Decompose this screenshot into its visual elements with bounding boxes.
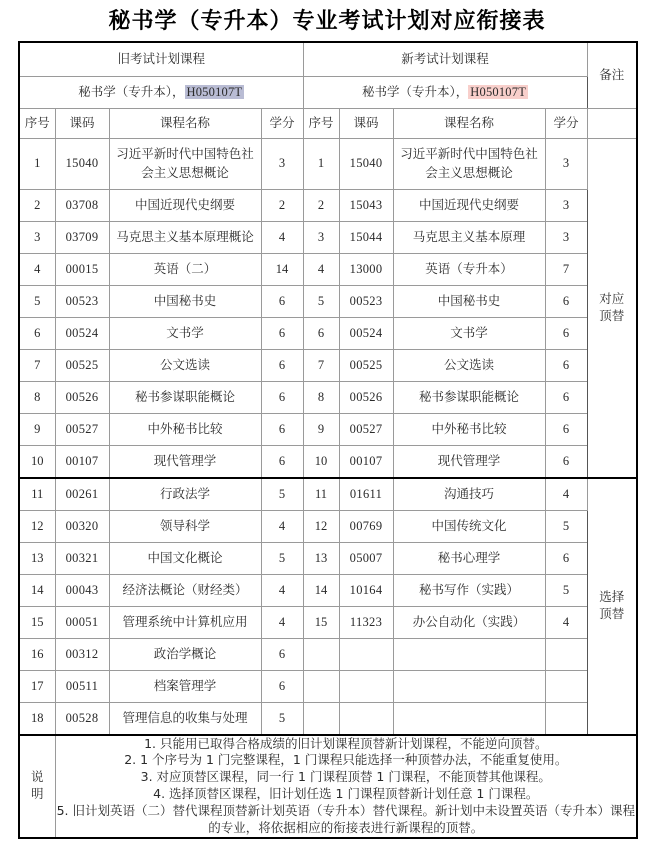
old-code-cell: 00107 [55,445,109,478]
old-credit-cell: 5 [261,542,303,574]
note-item: 3. 对应顶替区课程，同一行 1 门课程顶替 1 门课程，不能顶替其他课程。 [140,769,551,785]
new-major-name: 秘书学（专升本）， [362,84,469,99]
col-header-new-credit: 学分 [545,108,587,138]
new-credit-cell: 6 [545,413,587,445]
new-credit-cell: 6 [545,381,587,413]
old-credit-cell: 6 [261,317,303,349]
note-item: 1. 只能用已取得合格成绩的旧计划课程顶替新计划课程，不能逆向顶替。 [144,735,548,751]
course-name-cell: 行政法学 [109,478,261,511]
new-credit-cell: 6 [545,445,587,478]
table-row [19,189,637,221]
old-code-cell: 00320 [55,510,109,542]
course-name-cell: 英语（二） [109,253,261,285]
old-code-cell: 00526 [55,381,109,413]
table-row [19,702,637,735]
old-major-cell [19,76,303,108]
col-header-new-code: 课码 [339,108,393,138]
major-code-row [19,76,637,108]
table-row [19,510,637,542]
old-credit-cell: 4 [261,574,303,606]
new-code-cell [339,638,393,670]
section-optional-substitution [19,478,637,735]
new-seq-cell [303,702,339,735]
table-row [19,478,637,511]
old-credit-cell: 2 [261,189,303,221]
old-seq-cell: 12 [19,510,55,542]
new-credit-cell: 6 [545,542,587,574]
course-name-cell: 公文选读 [109,349,261,381]
course-name-cell: 文书学 [109,317,261,349]
old-credit-cell: 4 [261,606,303,638]
notes-body [55,735,637,838]
new-code-cell: 05007 [339,542,393,574]
new-credit-cell: 3 [545,221,587,253]
old-credit-cell: 4 [261,221,303,253]
col-header-new-seq: 序号 [303,108,339,138]
old-seq-cell: 14 [19,574,55,606]
new-credit-cell [545,670,587,702]
new-major-cell [303,76,587,108]
old-seq-cell: 16 [19,638,55,670]
table-row [19,253,637,285]
old-major-name: 秘书学（专升本）， [78,84,185,99]
course-name-cell [109,138,261,189]
course-name-cell: 现代管理学 [109,445,261,478]
notes-row [19,735,637,838]
course-name-cell: 英语（专升本） [393,253,545,285]
new-code-cell: 15044 [339,221,393,253]
old-code-cell: 00312 [55,638,109,670]
old-code-cell: 00523 [55,285,109,317]
old-major-code: H050107T [186,84,243,99]
col-header-old-seq: 序号 [19,108,55,138]
notes-label-char: 明 [30,787,44,802]
old-credit-cell: 3 [261,138,303,189]
old-code-cell: 00261 [55,478,109,511]
new-credit-cell: 5 [545,510,587,542]
table-row [19,445,637,478]
new-seq-cell: 7 [303,349,339,381]
table-container [0,41,654,839]
table-row [19,606,637,638]
column-header-row [19,108,637,138]
new-code-cell: 00525 [339,349,393,381]
new-code-cell: 00769 [339,510,393,542]
remark-line: 对应 [599,291,625,306]
table-head [19,42,637,138]
page-title: 秘书学（专升本）专业考试计划对应衔接表 [108,8,546,33]
old-code-cell: 00524 [55,317,109,349]
new-code-cell: 00527 [339,413,393,445]
old-seq-cell: 3 [19,221,55,253]
new-seq-cell: 10 [303,445,339,478]
old-seq-cell: 7 [19,349,55,381]
old-credit-cell: 14 [261,253,303,285]
old-code-cell: 03708 [55,189,109,221]
notes-section [19,735,637,838]
course-name-cell: 现代管理学 [393,445,545,478]
group-header-new-plan: 新考试计划课程 [303,42,587,76]
course-name-cell: 公文选读 [393,349,545,381]
course-name-cell: 中国秘书史 [393,285,545,317]
new-code-cell: 00523 [339,285,393,317]
new-seq-cell: 8 [303,381,339,413]
course-name-cell: 政治学概论 [109,638,261,670]
new-seq-cell [303,638,339,670]
note-item: 5. 旧计划英语（二）替代课程顶替新计划英语（专升本）替代课程。新计划中未设置英语（专升本）课程的专业，将依据相应的衔接表进行新课程的顶替。 [56,803,635,835]
section-corresponding-substitution [19,138,637,478]
table-row [19,285,637,317]
old-code-cell: 00043 [55,574,109,606]
group-header-remark: 备注 [587,42,637,108]
new-credit-cell: 3 [545,138,587,189]
new-seq-cell: 4 [303,253,339,285]
new-credit-cell: 6 [545,349,587,381]
old-code-cell: 00321 [55,542,109,574]
table-row [19,138,637,189]
table-row [19,317,637,349]
course-name-cell: 马克思主义基本原理 [393,221,545,253]
course-name-cell: 秘书心理学 [393,542,545,574]
table-row [19,349,637,381]
new-code-cell: 01611 [339,478,393,511]
course-name-cell: 档案管理学 [109,670,261,702]
new-credit-cell: 6 [545,285,587,317]
course-name-cell: 中国秘书史 [109,285,261,317]
course-name-cell [393,670,545,702]
new-credit-cell: 3 [545,189,587,221]
new-code-cell: 00107 [339,445,393,478]
old-seq-cell: 8 [19,381,55,413]
old-code-cell: 00527 [55,413,109,445]
old-credit-cell: 6 [261,285,303,317]
course-name-cell: 沟通技巧 [393,478,545,511]
new-seq-cell: 3 [303,221,339,253]
new-seq-cell: 6 [303,317,339,349]
course-name-line: 会主义思想概论 [141,165,229,180]
table-row [19,638,637,670]
old-seq-cell: 17 [19,670,55,702]
new-credit-cell: 4 [545,478,587,511]
new-code-cell: 10164 [339,574,393,606]
old-credit-cell: 5 [261,702,303,735]
remark-cell [587,478,637,735]
old-seq-cell: 11 [19,478,55,511]
course-name-line: 会主义思想概论 [425,165,513,180]
course-name-cell [393,702,545,735]
old-credit-cell: 6 [261,670,303,702]
course-name-cell: 中外秘书比较 [109,413,261,445]
col-header-old-code: 课码 [55,108,109,138]
new-credit-cell: 4 [545,606,587,638]
new-code-cell [339,702,393,735]
course-name-line: 习近平新时代中国特色社 [400,147,538,162]
notes-label-char: 说 [30,770,44,785]
new-seq-cell: 11 [303,478,339,511]
old-seq-cell: 18 [19,702,55,735]
old-seq-cell: 15 [19,606,55,638]
course-name-cell: 秘书写作（实践） [393,574,545,606]
old-seq-cell: 2 [19,189,55,221]
new-credit-cell: 6 [545,317,587,349]
course-name-cell [393,138,545,189]
course-name-cell: 中国近现代史纲要 [393,189,545,221]
course-name-cell: 马克思主义基本原理概论 [109,221,261,253]
remark-line: 选择 [599,590,625,605]
new-seq-cell: 2 [303,189,339,221]
new-code-cell: 15040 [339,138,393,189]
new-seq-cell: 5 [303,285,339,317]
course-name-cell: 秘书参谋职能概论 [109,381,261,413]
old-seq-cell: 4 [19,253,55,285]
new-code-cell: 15043 [339,189,393,221]
old-credit-cell: 6 [261,381,303,413]
old-seq-cell: 10 [19,445,55,478]
course-name-cell: 领导科学 [109,510,261,542]
old-credit-cell: 4 [261,510,303,542]
remark-cell [587,138,637,478]
new-code-cell: 00526 [339,381,393,413]
old-seq-cell: 6 [19,317,55,349]
old-code-cell: 03709 [55,221,109,253]
note-item: 2. 1 个序号为 1 门完整课程，1 门课程只能选择一种顶替办法，不能重复使用。 [124,752,568,768]
new-credit-cell [545,702,587,735]
old-code-cell: 00525 [55,349,109,381]
old-credit-cell: 5 [261,478,303,511]
new-code-cell: 11323 [339,606,393,638]
course-name-cell [393,638,545,670]
new-seq-cell: 9 [303,413,339,445]
col-header-old-credit: 学分 [261,108,303,138]
course-name-cell: 管理信息的收集与处理 [109,702,261,735]
new-seq-cell: 12 [303,510,339,542]
new-code-cell: 13000 [339,253,393,285]
old-code-cell: 00528 [55,702,109,735]
old-code-cell: 00015 [55,253,109,285]
note-item: 4. 选择顶替区课程，旧计划任选 1 门课程顶替新计划任意 1 门课程。 [153,786,539,802]
old-code-cell: 00051 [55,606,109,638]
old-credit-cell: 6 [261,445,303,478]
old-credit-cell: 6 [261,413,303,445]
new-code-cell [339,670,393,702]
table-row [19,413,637,445]
course-name-cell: 中国传统文化 [393,510,545,542]
group-header-row [19,42,637,76]
course-name-cell: 中国文化概论 [109,542,261,574]
course-name-cell: 办公自动化（实践） [393,606,545,638]
table-row [19,670,637,702]
remark-line: 顶替 [599,308,625,323]
course-name-line: 习近平新时代中国特色社 [116,147,254,162]
old-code-cell: 00511 [55,670,109,702]
course-name-cell: 秘书参谋职能概论 [393,381,545,413]
notes-label [19,735,55,838]
course-mapping-table [18,41,638,839]
course-name-cell: 经济法概论（财经类） [109,574,261,606]
old-seq-cell: 13 [19,542,55,574]
table-row [19,381,637,413]
course-name-cell: 管理系统中计算机应用 [109,606,261,638]
new-major-code: H050107T [470,84,527,99]
new-seq-cell: 13 [303,542,339,574]
old-code-cell: 15040 [55,138,109,189]
new-seq-cell [303,670,339,702]
col-header-new-name: 课程名称 [393,108,545,138]
old-credit-cell: 6 [261,349,303,381]
old-seq-cell: 1 [19,138,55,189]
course-name-cell: 中国近现代史纲要 [109,189,261,221]
remark-line: 顶替 [599,607,625,621]
old-credit-cell: 6 [261,638,303,670]
new-credit-cell: 7 [545,253,587,285]
new-code-cell: 00524 [339,317,393,349]
new-seq-cell: 14 [303,574,339,606]
table-row [19,542,637,574]
table-row [19,221,637,253]
new-credit-cell [545,638,587,670]
group-header-old-plan: 旧考试计划课程 [19,42,303,76]
new-seq-cell: 1 [303,138,339,189]
course-name-cell: 中外秘书比较 [393,413,545,445]
col-header-remark-spacer [587,108,637,138]
old-seq-cell: 9 [19,413,55,445]
col-header-old-name: 课程名称 [109,108,261,138]
table-row [19,574,637,606]
new-credit-cell: 5 [545,574,587,606]
new-seq-cell: 15 [303,606,339,638]
course-name-cell: 文书学 [393,317,545,349]
old-seq-cell: 5 [19,285,55,317]
